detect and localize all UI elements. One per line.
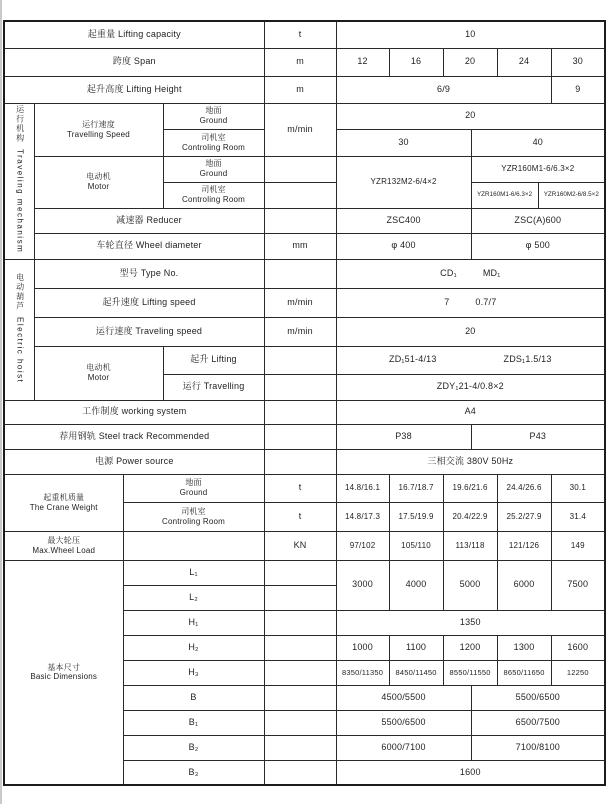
power-source-value: 三相交流 380V 50Hz <box>336 449 605 474</box>
dim-b1-sublabel: B₁ <box>123 710 264 735</box>
dim-l1-unit-empty <box>264 560 336 585</box>
wheel-diameter-left-value: φ 400 <box>336 233 471 259</box>
span-value-2: 16 <box>389 48 443 76</box>
crane-weight-room-value-1: 14.8/17.3 <box>336 502 389 531</box>
hoist-type-unit-empty <box>264 259 336 288</box>
crane-weight-room-sublabel <box>123 502 264 531</box>
section-label-traveling-mechanism <box>4 103 34 259</box>
row-wheel-diameter <box>4 233 605 259</box>
electric-hoist-cn: 电动葫芦 <box>15 272 25 311</box>
row-lifting-height <box>4 76 605 103</box>
speed-room-left-value: 30 <box>336 129 471 156</box>
dim-h1-value: 1350 <box>336 610 605 635</box>
row-hoist-traveling-speed <box>4 317 605 346</box>
dim-b1-right-value: 6500/7500 <box>471 710 605 735</box>
crane-weight-label <box>4 474 123 531</box>
dim-h2-value-4: 1300 <box>497 635 551 660</box>
hoist-motor-label <box>34 346 163 400</box>
hoist-motor-traveling-unit-empty <box>264 374 336 400</box>
dim-h2-value-2: 1100 <box>389 635 443 660</box>
dim-b3-unit-empty <box>264 760 336 785</box>
dim-h3-value-5: 12250 <box>551 660 605 685</box>
lifting-height-main: 6/9 <box>336 76 551 103</box>
hoist-traveling-speed-unit: m/min <box>264 317 336 346</box>
dim-h2-sublabel: H₂ <box>123 635 264 660</box>
speed-ground-value: 20 <box>336 103 605 129</box>
motor-ground-en: Ground <box>199 169 228 178</box>
hoist-lifting-speed-value-1: 7 <box>444 296 450 307</box>
hoist-type-label: 型号 Type No. <box>34 259 264 288</box>
dim-h3-value-4: 8650/11650 <box>497 660 551 685</box>
span-label: 跨度 Span <box>4 48 264 76</box>
reducer-left-value: ZSC400 <box>336 208 471 233</box>
dim-l2-sublabel: L₂ <box>123 585 264 610</box>
max-wheel-load-label-en: Max.Wheel Load <box>32 545 96 555</box>
working-system-unit-empty <box>264 400 336 424</box>
hoist-motor-lifting-unit-empty <box>264 346 336 374</box>
basic-dimensions-label-cn: 基本尺寸 <box>47 662 81 672</box>
dim-h3-sublabel: H₃ <box>123 660 264 685</box>
row-hoist-type <box>4 259 605 288</box>
motor-room-sublabel <box>163 182 264 208</box>
crane-weight-ground-value-5: 30.1 <box>551 474 605 502</box>
speed-room-sublabel <box>163 129 264 156</box>
max-wheel-load-label-cn: 最大轮压 <box>47 535 81 545</box>
crane-weight-ground-value-3: 19.6/21.6 <box>443 474 497 502</box>
speed-ground-cn: 地面 <box>205 106 222 116</box>
dim-b2-sublabel: B₂ <box>123 735 264 760</box>
power-source-unit-empty <box>264 449 336 474</box>
dim-b2-left-value: 6000/7100 <box>336 735 471 760</box>
motor-room-unit-empty <box>264 182 336 208</box>
speed-ground-en: Ground <box>199 116 228 125</box>
dim-h3-value-3: 8550/11550 <box>443 660 497 685</box>
motor-ground-unit-empty <box>264 156 336 182</box>
dim-h3-value-1: 8350/11350 <box>336 660 389 685</box>
dim-b-left-value: 4500/5500 <box>336 685 471 710</box>
hoist-lifting-speed-value <box>336 288 605 317</box>
dim-l-value-2: 4000 <box>389 560 443 610</box>
hoist-motor-label-en: Motor <box>87 373 110 382</box>
crane-weight-label-en: The Crane Weight <box>29 502 98 512</box>
span-unit: m <box>264 48 336 76</box>
crane-weight-room-value-3: 20.4/22.9 <box>443 502 497 531</box>
span-value-5: 30 <box>551 48 605 76</box>
crane-weight-ground-cn: 地面 <box>185 478 202 488</box>
hoist-type-value <box>336 259 605 288</box>
page-edge-line <box>0 0 2 804</box>
working-system-label: 工作制度 working system <box>4 400 264 424</box>
dim-b2-unit-empty <box>264 735 336 760</box>
row-max-wheel-load <box>4 531 605 560</box>
crane-spec-table <box>3 20 606 786</box>
dim-l-value-4: 6000 <box>497 560 551 610</box>
hoist-lifting-speed-label: 起升速度 Lifting speed <box>34 288 264 317</box>
lifting-capacity-unit: t <box>264 21 336 48</box>
hoist-motor-lifting-pair <box>338 354 604 365</box>
wheel-diameter-unit: mm <box>264 233 336 259</box>
section-label-electric-hoist <box>4 259 34 400</box>
row-hoist-motor-lifting <box>4 346 605 374</box>
max-wheel-load-value-5: 149 <box>551 531 605 560</box>
lifting-capacity-label: 起重量 Lifting capacity <box>4 21 264 48</box>
max-wheel-load-value-2: 105/110 <box>389 531 443 560</box>
travelling-speed-label-en: Travelling Speed <box>67 129 130 139</box>
working-system-value: A4 <box>336 400 605 424</box>
crane-weight-ground-en: Ground <box>179 488 208 497</box>
span-value-1: 12 <box>336 48 389 76</box>
traveling-mechanism-cn: 运行机构 <box>15 105 25 144</box>
travelling-speed-label <box>34 103 163 156</box>
dim-h2-unit-empty <box>264 635 336 660</box>
electric-hoist-en: Electric hoist <box>15 316 25 384</box>
hoist-motor-lifting-value <box>336 346 605 374</box>
hoist-traveling-speed-label: 运行速度 Traveling speed <box>34 317 264 346</box>
crane-weight-room-value-5: 31.4 <box>551 502 605 531</box>
dim-l-value-3: 5000 <box>443 560 497 610</box>
dim-h1-unit-empty <box>264 610 336 635</box>
dim-h2-value-3: 1200 <box>443 635 497 660</box>
row-reducer <box>4 208 605 233</box>
row-steel-track <box>4 424 605 449</box>
speed-room-cn: 司机室 <box>201 132 226 142</box>
lifting-capacity-value: 10 <box>336 21 605 48</box>
hoist-type-value-1: CD₁ <box>440 267 457 278</box>
hoist-motor-traveling-sublabel: 运行 Travelling <box>163 374 264 400</box>
hoist-type-pair <box>338 268 604 279</box>
dim-l2-unit-empty <box>264 585 336 610</box>
dim-b2-right-value: 7100/8100 <box>471 735 605 760</box>
reducer-right-value: ZSC(A)600 <box>471 208 605 233</box>
travel-motor-label-cn: 电动机 <box>86 172 111 182</box>
steel-track-label: 荐用钢轨 Steel track Recommended <box>4 424 264 449</box>
dim-b-unit-empty <box>264 685 336 710</box>
max-wheel-load-sublabel-empty <box>123 531 264 560</box>
speed-room-right-value: 40 <box>471 129 605 156</box>
travelling-speed-unit: m/min <box>264 103 336 156</box>
crane-weight-label-cn: 起重机质量 <box>43 492 85 502</box>
power-source-label: 电源 Power source <box>4 449 264 474</box>
motor-right-bottom-left-value: YZR160M1-6/6.3×2 <box>471 182 538 208</box>
crane-weight-ground-sublabel <box>123 474 264 502</box>
max-wheel-load-value-4: 121/126 <box>497 531 551 560</box>
row-dim-l1 <box>4 560 605 585</box>
dim-b-right-value: 5500/6500 <box>471 685 605 710</box>
travel-motor-label-en: Motor <box>87 182 110 191</box>
span-value-4: 24 <box>497 48 551 76</box>
crane-weight-ground-unit: t <box>264 474 336 502</box>
row-travel-speed-ground <box>4 103 605 129</box>
dim-l-value-5: 7500 <box>551 560 605 610</box>
crane-weight-ground-value-2: 16.7/18.7 <box>389 474 443 502</box>
basic-dimensions-label-en: Basic Dimensions <box>30 672 98 682</box>
hoist-lifting-speed-value-2: 0.7/7 <box>475 296 497 307</box>
electric-hoist-vertical-label <box>15 273 24 383</box>
motor-right-bottom-right-value: YZR160M2-6/8.5×2 <box>538 182 605 208</box>
crane-weight-room-unit: t <box>264 502 336 531</box>
motor-main-value: YZR132M2-6/4×2 <box>336 156 471 208</box>
reducer-unit-empty <box>264 208 336 233</box>
traveling-mechanism-en: Traveling mechanism <box>15 149 25 254</box>
dim-l-value-1: 3000 <box>336 560 389 610</box>
dim-l1-sublabel: L₁ <box>123 560 264 585</box>
max-wheel-load-value-1: 97/102 <box>336 531 389 560</box>
motor-room-en: Controling Room <box>182 195 246 204</box>
dim-b1-unit-empty <box>264 710 336 735</box>
crane-weight-room-value-4: 25.2/27.9 <box>497 502 551 531</box>
hoist-lifting-speed-unit: m/min <box>264 288 336 317</box>
steel-track-right-value: P43 <box>471 424 605 449</box>
dim-h1-sublabel: H₁ <box>123 610 264 635</box>
dim-h3-unit-empty <box>264 660 336 685</box>
traveling-mechanism-vertical-label <box>15 105 24 253</box>
lifting-height-label: 起升高度 Lifting Height <box>4 76 264 103</box>
row-crane-weight-ground <box>4 474 605 502</box>
motor-ground-cn: 地面 <box>205 159 222 169</box>
row-lifting-capacity <box>4 21 605 48</box>
motor-ground-sublabel <box>163 156 264 182</box>
crane-weight-room-en: Controling Room <box>162 516 226 526</box>
max-wheel-load-label <box>4 531 123 560</box>
reducer-label: 减速器 Reducer <box>34 208 264 233</box>
basic-dimensions-label <box>4 560 123 785</box>
steel-track-left-value: P38 <box>336 424 471 449</box>
hoist-motor-traveling-value: ZDY₁21-4/0.8×2 <box>336 374 605 400</box>
dim-h3-value-2: 8450/11450 <box>389 660 443 685</box>
lifting-height-unit: m <box>264 76 336 103</box>
speed-room-en: Controling Room <box>182 142 246 152</box>
max-wheel-load-unit: KN <box>264 531 336 560</box>
dim-h2-value-5: 1600 <box>551 635 605 660</box>
hoist-motor-lifting-sublabel: 起升 Lifting <box>163 346 264 374</box>
row-span <box>4 48 605 76</box>
row-working-system <box>4 400 605 424</box>
dim-b3-value: 1600 <box>336 760 605 785</box>
row-power-source <box>4 449 605 474</box>
crane-weight-room-value-2: 17.5/19.9 <box>389 502 443 531</box>
motor-right-top-value: YZR160M1-6/6.3×2 <box>471 156 605 182</box>
wheel-diameter-label: 车轮直径 Wheel diameter <box>34 233 264 259</box>
crane-weight-room-cn: 司机室 <box>181 506 206 516</box>
crane-weight-ground-value-1: 14.8/16.1 <box>336 474 389 502</box>
travel-motor-label <box>34 156 163 208</box>
lifting-height-last: 9 <box>551 76 605 103</box>
speed-ground-sublabel <box>163 103 264 129</box>
hoist-traveling-speed-value: 20 <box>336 317 605 346</box>
hoist-motor-label-cn: 电动机 <box>86 363 111 373</box>
hoist-motor-lifting-value-2: ZDS₁1.5/13 <box>503 354 552 365</box>
hoist-type-value-2: MD₁ <box>482 267 501 278</box>
span-value-3: 20 <box>443 48 497 76</box>
dim-b1-left-value: 5500/6500 <box>336 710 471 735</box>
hoist-motor-lifting-value-1: ZD₁51-4/13 <box>389 354 437 365</box>
dim-b3-sublabel: B₃ <box>123 760 264 785</box>
row-travel-motor-ground <box>4 156 605 182</box>
max-wheel-load-value-3: 113/118 <box>443 531 497 560</box>
crane-weight-ground-value-4: 24.4/26.6 <box>497 474 551 502</box>
row-hoist-lifting-speed <box>4 288 605 317</box>
wheel-diameter-right-value: φ 500 <box>471 233 605 259</box>
dim-b-sublabel: B <box>123 685 264 710</box>
hoist-lifting-speed-pair <box>338 297 604 308</box>
steel-track-unit-empty <box>264 424 336 449</box>
travelling-speed-label-cn: 运行速度 <box>82 119 115 129</box>
dim-h2-value-1: 1000 <box>336 635 389 660</box>
motor-room-cn: 司机室 <box>201 185 226 195</box>
